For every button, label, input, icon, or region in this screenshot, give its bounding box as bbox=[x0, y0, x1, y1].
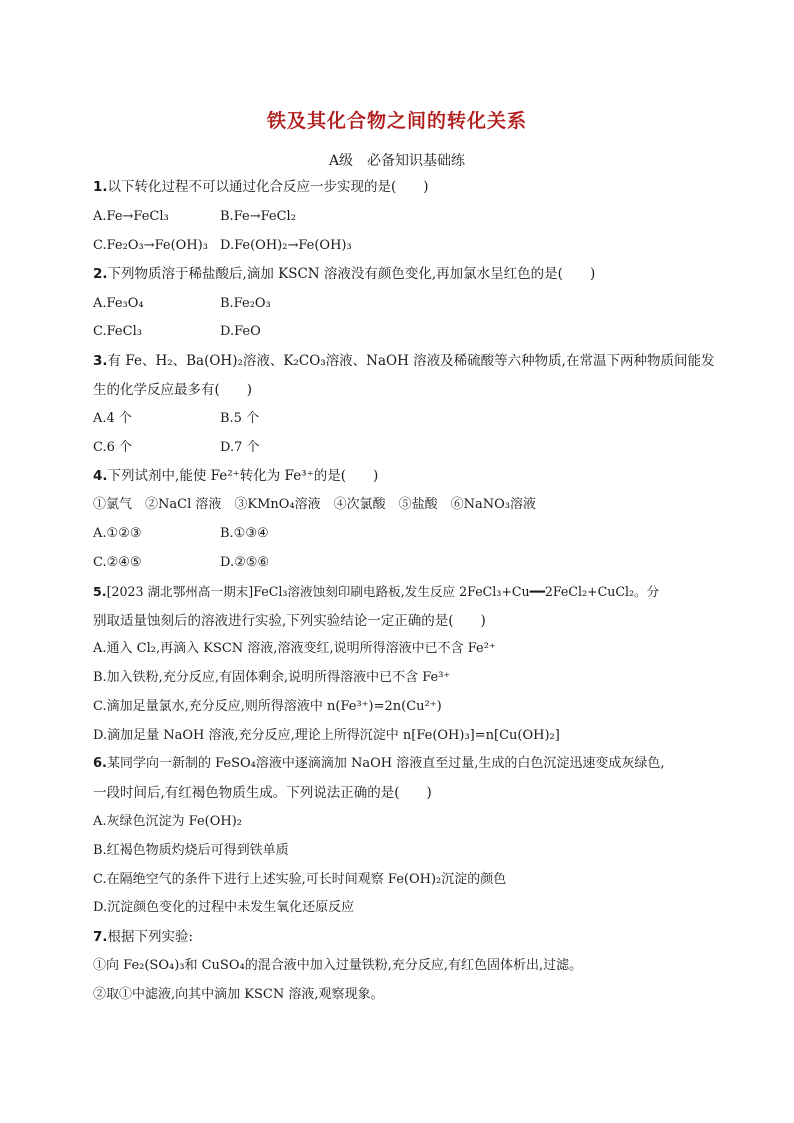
option-a: A.①②③ bbox=[93, 526, 142, 541]
option-c: C.6 个 bbox=[93, 440, 133, 455]
option-a: A.灰绿色沉淀为 Fe(OH)₂ bbox=[93, 814, 243, 829]
question-number: 6. bbox=[93, 756, 107, 771]
option-b: B.①③④ bbox=[220, 526, 269, 541]
option-c: C.滴加足量氯水,充分反应,则所得溶液中 n(Fe³⁺)=2n(Cu²⁺) bbox=[93, 699, 442, 714]
reagent-list: ①氯气 ②NaCl 溶液 ③KMnO₄溶液 ④次氯酸 ⑤盐酸 ⑥NaNO₃溶液 bbox=[93, 497, 536, 512]
question-number: 3. bbox=[93, 353, 108, 369]
question-text: 有 Fe、H₂、Ba(OH)₂溶液、K₂CO₃溶液、NaOH 溶液及稀硫酸等六种物质,在常温下两种物质间能发 bbox=[107, 353, 715, 369]
question-3-stem-line-2: 生的化学反应最多有( ) bbox=[93, 382, 253, 398]
option-d: D.7 个 bbox=[220, 440, 260, 455]
question-2-stem bbox=[93, 265, 595, 283]
option-d: D.FeO bbox=[220, 324, 261, 339]
option-c: C.Fe₂O₃→Fe(OH)₃ bbox=[93, 238, 208, 253]
option-a: A.Fe→FeCl₃ bbox=[93, 209, 169, 224]
question-number: 1. bbox=[93, 179, 108, 195]
question-6-stem-line-2: 一段时间后,有红褐色物质生成。下列说法正确的是( ) bbox=[93, 785, 432, 801]
question-6-stem-line-1 bbox=[93, 755, 665, 773]
option-b: B.Fe→FeCl₂ bbox=[220, 209, 296, 224]
question-7-stem bbox=[93, 928, 193, 946]
option-d: D.沉淀颜色变化的过程中未发生氧化还原反应 bbox=[93, 900, 355, 915]
option-c: C.②④⑤ bbox=[93, 555, 142, 570]
page-title: 铁及其化合物之间的转化关系 bbox=[266, 110, 527, 132]
option-d: D.②⑤⑥ bbox=[220, 555, 270, 570]
option-a: A.Fe₃O₄ bbox=[93, 296, 144, 311]
section-subtitle: A级 必备知识基础练 bbox=[328, 153, 466, 169]
question-text: 下列试剂中,能使 Fe²⁺转化为 Fe³⁺的是( ) bbox=[107, 468, 379, 484]
question-number: 4. bbox=[93, 468, 108, 484]
question-text: 某同学向一新制的 FeSO₄溶液中逐滴滴加 NaOH 溶液直至过量,生成的白色沉淀迅速变成灰绿色, bbox=[106, 756, 665, 771]
option-a: A.4 个 bbox=[93, 411, 132, 426]
question-text: [2023 湖北鄂州高一期末]FeCl₃溶液蚀刻印刷电路板,发生反应 2FeCl₃+Cu━━2FeCl₂+CuCl₂。分 bbox=[106, 584, 660, 599]
option-b: B.5 个 bbox=[220, 411, 260, 426]
question-5-stem-line-2: 别取适量蚀刻后的溶液进行实验,下列实验结论一定正确的是( ) bbox=[93, 613, 486, 629]
question-number: 5. bbox=[93, 584, 107, 599]
question-3-stem-line-1 bbox=[93, 352, 714, 370]
experiment-step-1: ①向 Fe₂(SO₄)₃和 CuSO₄的混合液中加入过量铁粉,充分反应,有红色固体析出,过滤。 bbox=[93, 958, 583, 973]
option-c: C.在隔绝空气的条件下进行上述实验,可长时间观察 Fe(OH)₂沉淀的颜色 bbox=[93, 872, 507, 887]
question-number: 7. bbox=[93, 929, 108, 945]
question-4-stem bbox=[93, 467, 378, 485]
option-c: C.FeCl₃ bbox=[93, 324, 142, 339]
question-text: 根据下列实验: bbox=[107, 929, 194, 945]
experiment-step-2: ②取①中滤液,向其中滴加 KSCN 溶液,观察现象。 bbox=[93, 987, 384, 1002]
option-b: B.Fe₂O₃ bbox=[220, 296, 271, 311]
option-b: B.加入铁粉,充分反应,有固体剩余,说明所得溶液中已不含 Fe³⁺ bbox=[93, 670, 451, 685]
question-text: 以下转化过程不可以通过化合反应一步实现的是( ) bbox=[107, 179, 429, 195]
option-d: D.Fe(OH)₂→Fe(OH)₃ bbox=[220, 238, 352, 253]
question-5-stem-line-1 bbox=[93, 583, 659, 601]
option-a: A.通入 Cl₂,再滴入 KSCN 溶液,溶液变红,说明所得溶液中已不含 Fe²⁺ bbox=[93, 641, 496, 656]
question-number: 2. bbox=[93, 266, 108, 282]
question-1-stem bbox=[93, 178, 429, 196]
option-d: D.滴加足量 NaOH 溶液,充分反应,理论上所得沉淀中 n[Fe(OH)₃]=n[Cu(OH)₂] bbox=[93, 728, 560, 743]
option-b: B.红褐色物质灼烧后可得到铁单质 bbox=[93, 843, 289, 858]
question-text: 下列物质溶于稀盐酸后,滴加 KSCN 溶液没有颜色变化,再加氯水呈红色的是( ) bbox=[107, 266, 596, 282]
